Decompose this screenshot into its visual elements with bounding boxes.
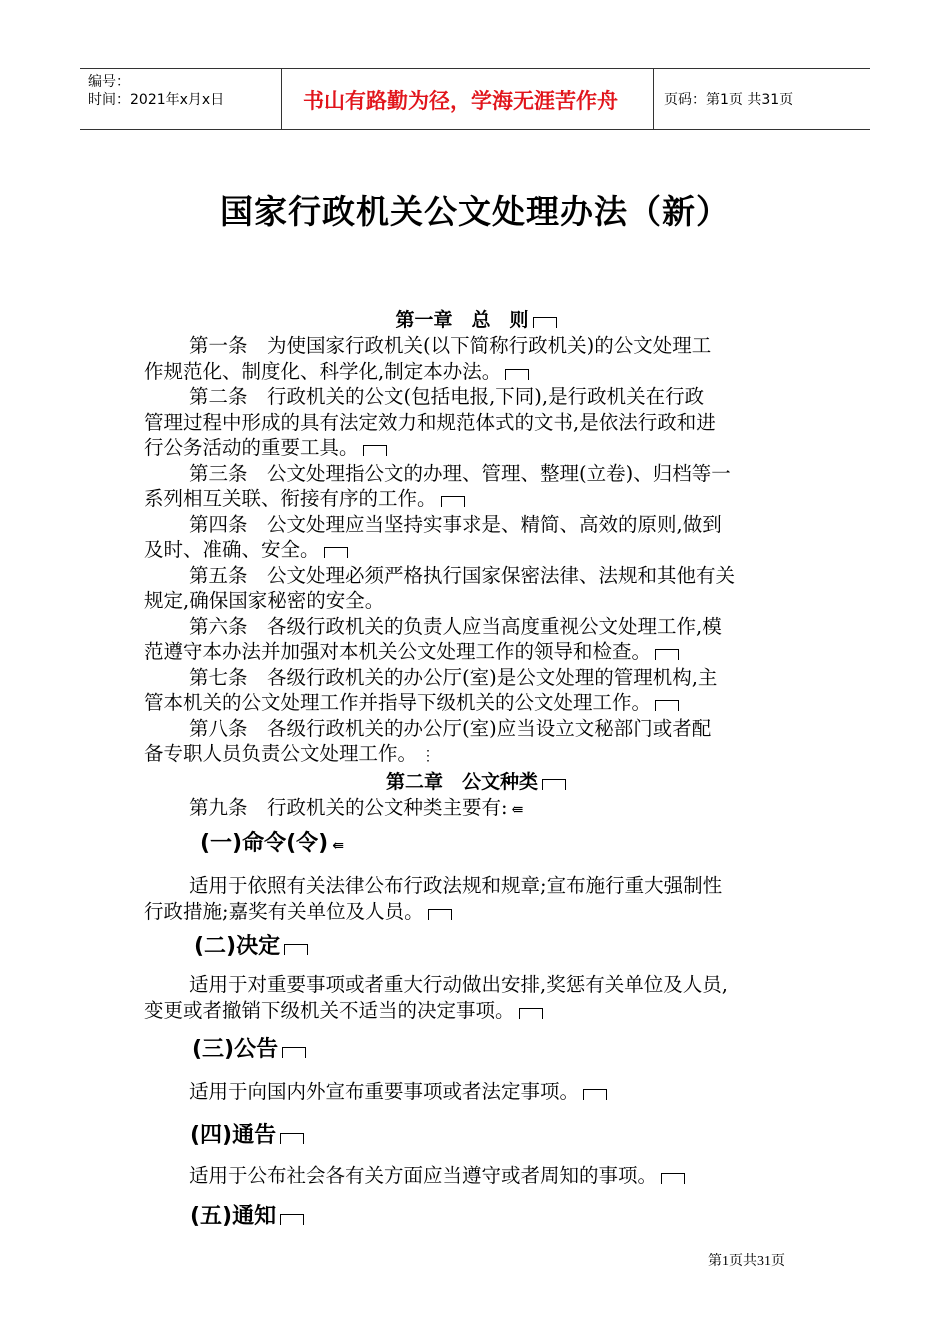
article-4-line-2: [144, 537, 808, 563]
article-7-line-2-text: 管本机关的公文处理工作并指导下级机关的公文处理工作。: [144, 691, 652, 714]
article-9: [144, 795, 808, 824]
paragraph-mark-icon: [542, 779, 566, 790]
line-break-icon: ⇚: [511, 801, 524, 818]
article-6-line-2-text: 范遵守本办法并加强对本机关公文处理工作的领导和检查。: [144, 640, 652, 663]
article-8-line-2: [144, 741, 808, 770]
article-2-line-1: 第二条 行政机关的公文(包括电报,下同),是行政机关在行政: [189, 385, 705, 408]
paragraph-mark-icon: [282, 1047, 306, 1058]
section-1-title: [144, 829, 808, 861]
article-2-line-3-text: 行公务活动的重要工具。: [144, 436, 359, 459]
line-break-icon: ⇚: [332, 838, 344, 854]
section-2-line-1: 适用于对重要事项或者重大行动做出安排,奖惩有关单位及人员,: [189, 973, 728, 996]
paragraph-mark-icon: [655, 649, 679, 660]
article-3-line-1: 第三条 公文处理指公文的办理、管理、整理(立卷)、归档等一: [189, 461, 731, 485]
article-5-line-1: 第五条 公文处理必须严格执行国家保密法律、法规和其他有关: [189, 563, 736, 587]
header-motto-cell: [281, 69, 654, 129]
section-2-line-2-text: 变更或者撤销下级机关不适当的决定事项。: [144, 998, 515, 1022]
section-1-line-2-text: 行政措施;嘉奖有关单位及人员。: [144, 899, 424, 923]
section-3-line-1: [144, 1079, 808, 1105]
motto: 书山有路勤为径，学海无涯苦作舟: [303, 89, 618, 113]
number-label: 编号：: [88, 74, 130, 90]
section-3-line-1-text: 适用于向国内外宣布重要事项或者法定事项。: [189, 1080, 580, 1103]
article-2-line-2: 管理过程中形成的具有法定效力和规范体式的文书,是依法行政和进: [144, 410, 716, 434]
section-1-line-2: [144, 899, 808, 925]
article-5-line-2: 规定,确保国家秘密的安全。: [144, 589, 385, 612]
section-3-title: [144, 1035, 808, 1065]
paragraph-mark-icon: [519, 1008, 543, 1019]
paragraph-mark-icon: [533, 317, 557, 328]
article-7-line-2: [144, 690, 808, 716]
article-1-line-2-text: 作规范化、制度化、科学化,制定本办法。: [144, 359, 502, 383]
column-break-icon: ⋮: [421, 748, 436, 764]
chapter-2-heading: [144, 770, 808, 795]
chapter-1-heading: [144, 308, 808, 333]
section-3-title-text: (三)公告: [192, 1037, 279, 1062]
section-2-title-text: (二)决定: [194, 934, 281, 959]
section-4-title-text: (四)通告: [190, 1122, 277, 1148]
section-2-title: [144, 932, 808, 962]
document-title: 国家行政机关公文处理办法（新）: [220, 192, 730, 231]
article-2-line-3: [144, 435, 808, 461]
section-1-title-text: (一)命令(令): [200, 831, 329, 856]
paragraph-mark-icon: [324, 547, 348, 558]
page-footer: 第1页共31页: [708, 1254, 785, 1269]
article-7-line-1: 第七条 各级行政机关的办公厅(室)是公文处理的管理机构,主: [189, 665, 718, 689]
article-1-line-2: [144, 359, 808, 385]
article-9-text: 第九条 行政机关的公文种类主要有:: [189, 795, 508, 819]
header-table: [80, 68, 870, 130]
article-4-line-2-text: 及时、准确、安全。: [144, 538, 320, 561]
paragraph-mark-icon: [284, 944, 308, 955]
header-meta-cell: [80, 69, 282, 129]
paragraph-mark-icon: [428, 909, 452, 920]
section-4-line-1: [144, 1163, 808, 1189]
article-1-line-1: 第一条 为使国家行政机关(以下简称行政机关)的公文处理工: [189, 334, 712, 357]
article-8-line-1: 第八条 各级行政机关的办公厅(室)应当设立文秘部门或者配: [189, 716, 712, 740]
paragraph-mark-icon: [363, 445, 387, 456]
section-5-title-text: (五)通知: [190, 1204, 277, 1229]
header-page-cell: [654, 69, 870, 129]
article-4-line-1: 第四条 公文处理应当坚持实事求是、精简、高效的原则,做到: [189, 512, 722, 536]
paragraph-mark-icon: [280, 1214, 304, 1225]
article-6-line-2: [144, 639, 808, 665]
article-6-line-1: 第六条 各级行政机关的负责人应当高度重视公文处理工作,模: [189, 614, 722, 638]
article-3-line-2: [144, 486, 808, 512]
section-1-line-1: 适用于依照有关法律公布行政法规和规章;宣布施行重大强制性: [189, 874, 723, 897]
chapter-1-heading-text: 第一章 总 则: [395, 309, 529, 331]
article-8-line-2-text: 备专职人员负责公文处理工作。: [144, 742, 418, 765]
document-body: [144, 308, 808, 1232]
section-2-line-2: [144, 998, 808, 1024]
page-info: 页码：第1页 共31页: [664, 92, 794, 108]
section-4-line-1-text: 适用于公布社会各有关方面应当遵守或者周知的事项。: [189, 1163, 658, 1187]
section-5-title: [144, 1202, 808, 1232]
section-4-title: [144, 1121, 808, 1151]
paragraph-mark-icon: [441, 496, 465, 507]
paragraph-mark-icon: [655, 700, 679, 711]
paragraph-mark-icon: [583, 1089, 607, 1100]
paragraph-mark-icon: [280, 1133, 304, 1144]
chapter-2-heading-text: 第二章 公文种类: [385, 770, 538, 793]
article-3-line-2-text: 系列相互关联、衔接有序的工作。: [144, 487, 437, 510]
time-label: 时间：2021年x月x日: [88, 92, 225, 108]
paragraph-mark-icon: [661, 1173, 685, 1184]
paragraph-mark-icon: [505, 369, 529, 380]
